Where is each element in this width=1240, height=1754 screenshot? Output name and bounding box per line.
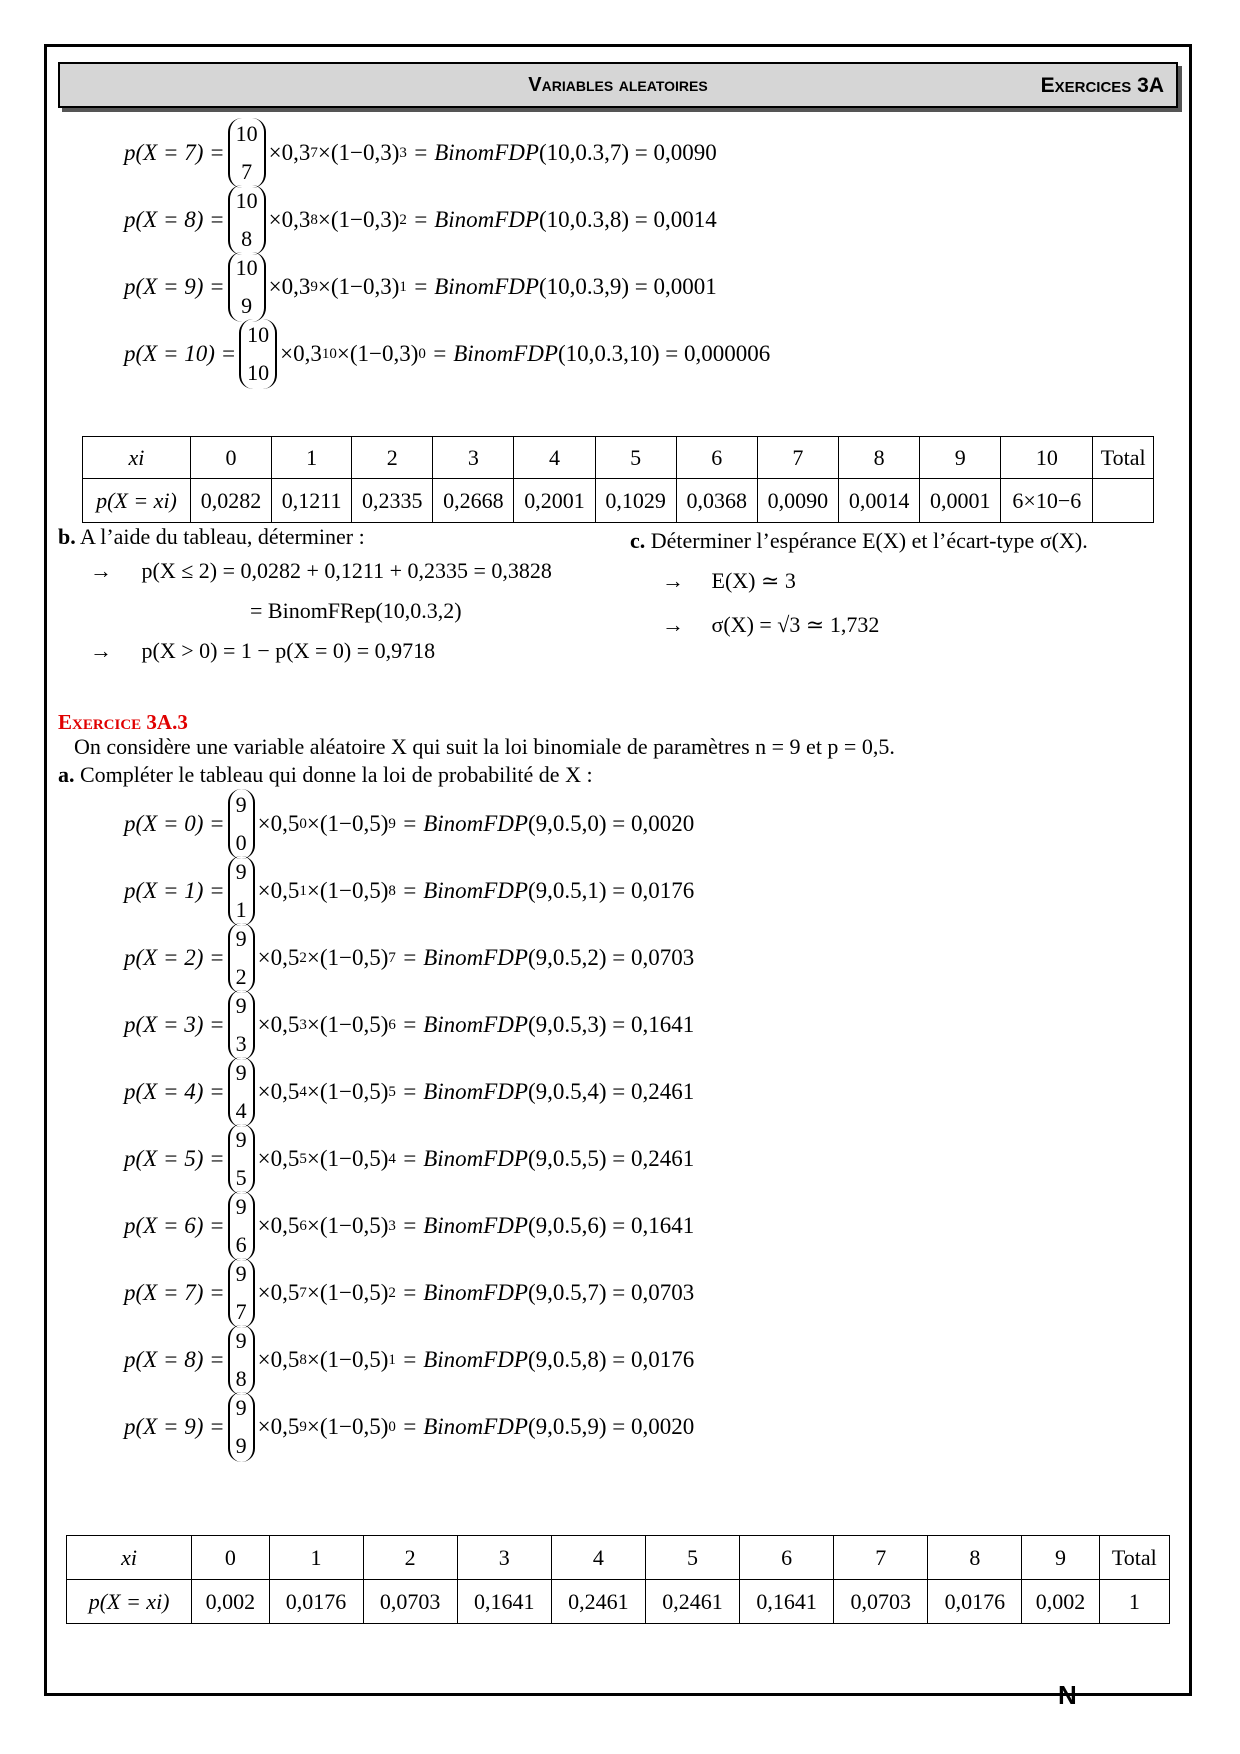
- p-header: p(X = xi): [83, 479, 191, 523]
- binom-k: 8: [241, 226, 253, 251]
- part-b-l2: = BinomFRep(10,0.3,2): [250, 598, 462, 623]
- eq-factor2: ×(1−0,3): [317, 207, 400, 232]
- eq-result: (9,0.5,8) = 0,0176: [527, 1347, 695, 1372]
- binomial-coefficient: [228, 185, 266, 255]
- arrow-icon: →: [662, 612, 684, 637]
- eq-lhs: p(X = 2) =: [124, 945, 225, 970]
- xi-cell: 7: [834, 1536, 928, 1580]
- xi-cell: Total: [1099, 1536, 1169, 1580]
- probability-equation: p(X = 2) = 9 2 ×0,5 2 ×(1−0,5) 7 = BinomFDP (9,0.5,2) = 0,0703: [124, 921, 694, 995]
- part-a-label: a.: [58, 762, 75, 787]
- eq-result: (9,0.5,3) = 0,1641: [527, 1012, 695, 1037]
- binom-n: 9: [235, 1395, 247, 1420]
- xi-cell: 4: [551, 1536, 645, 1580]
- eq-factor: ×0,3: [268, 207, 311, 232]
- eq-result: (10,0.3,10) = 0,000006: [557, 341, 771, 366]
- prob-cell: 0,2461: [645, 1580, 739, 1624]
- prob-cell: 0,0176: [928, 1580, 1022, 1624]
- binomial-coefficient: [239, 319, 277, 389]
- eq-result: (9,0.5,0) = 0,0020: [527, 811, 695, 836]
- prob-cell: 0,002: [1022, 1580, 1099, 1624]
- eq-factor2: ×(1−0,3): [317, 274, 400, 299]
- binom-n: 10: [235, 121, 258, 146]
- xi-cell: 1: [269, 1536, 363, 1580]
- part-c-label: c.: [630, 528, 646, 553]
- binom-n: 10: [235, 188, 258, 213]
- eq-lhs: p(X = 1) =: [124, 878, 225, 903]
- distribution-table-2: [66, 1535, 1170, 1624]
- binomial-coefficient: [228, 1325, 255, 1395]
- eq-factor2: ×(1−0,5): [306, 945, 389, 970]
- eq-function: = BinomFDP: [401, 1146, 528, 1171]
- eq-factor2: ×(1−0,5): [306, 1079, 389, 1104]
- eq-factor: ×0,5: [257, 811, 300, 836]
- probability-equation: p(X = 3) = 9 3 ×0,5 3 ×(1−0,5) 6 = BinomFDP (9,0.5,3) = 0,1641: [124, 988, 694, 1062]
- binom-k: 7: [241, 159, 253, 184]
- prob-cell: 0,0176: [269, 1580, 363, 1624]
- xi-cell: 5: [595, 437, 676, 479]
- binomial-coefficient: [228, 1057, 255, 1127]
- part-c-line2: [662, 612, 879, 638]
- xi-cell: 3: [433, 437, 514, 479]
- prob-cell: 0,0014: [839, 479, 920, 523]
- prob-cell: 0,1641: [740, 1580, 834, 1624]
- binom-n: 9: [235, 926, 247, 951]
- eq-factor: ×0,5: [257, 1146, 300, 1171]
- probability-equation: p(X = 6) = 9 6 ×0,5 6 ×(1−0,5) 3 = BinomFDP (9,0.5,6) = 0,1641: [124, 1189, 694, 1263]
- eq-lhs: p(X = 9) =: [124, 1414, 225, 1439]
- part-c-l1: E(X) ≃ 3: [711, 568, 796, 593]
- binomial-coefficient: [228, 1124, 255, 1194]
- binom-k: 9: [241, 293, 253, 318]
- eq-lhs: p(X = 9) =: [124, 274, 225, 299]
- eq-lhs: p(X = 10) =: [124, 341, 237, 366]
- eq-lhs: p(X = 3) =: [124, 1012, 225, 1037]
- binom-k: 1: [235, 897, 247, 922]
- part-b-line2: [250, 598, 462, 624]
- binomial-coefficient: [228, 856, 255, 926]
- eq-lhs: p(X = 8) =: [124, 207, 225, 232]
- eq-function: = BinomFDP: [401, 1280, 528, 1305]
- page-header: [58, 62, 1178, 108]
- xi-cell: 6: [676, 437, 757, 479]
- xi-cell: 7: [757, 437, 838, 479]
- binom-k: 4: [235, 1098, 247, 1123]
- binomial-coefficient: [228, 118, 266, 188]
- part-c-line1: [662, 568, 796, 594]
- eq-factor2: ×(1−0,5): [306, 1012, 389, 1037]
- eq-factor2: ×(1−0,3): [317, 140, 400, 165]
- eq-factor2: ×(1−0,5): [306, 1146, 389, 1171]
- prob-cell: 0,2461: [551, 1580, 645, 1624]
- prob-cell: 0,2001: [514, 479, 595, 523]
- probability-equation: p(X = 9) = 9 9 ×0,5 9 ×(1−0,5) 0 = BinomFDP (9,0.5,9) = 0,0020: [124, 1390, 694, 1464]
- xi-cell: 9: [1022, 1536, 1099, 1580]
- eq-factor2: ×(1−0,5): [306, 878, 389, 903]
- footer-mark: N: [1058, 1680, 1077, 1710]
- binomial-coefficient: [228, 1392, 255, 1462]
- xi-cell: 1: [272, 437, 352, 479]
- part-b-line3: [90, 638, 435, 664]
- probability-equation: p(X = 8) = 10 8 ×0,3 8 ×(1−0,3) 2 = BinomFDP (10,0.3,8) = 0,0014: [124, 183, 717, 257]
- eq-function: = BinomFDP: [401, 1012, 528, 1037]
- binom-n: 10: [235, 255, 258, 280]
- prob-cell: 6×10−6: [1001, 479, 1093, 523]
- xi-cell: 8: [839, 437, 920, 479]
- binom-k: 0: [235, 830, 247, 855]
- arrow-icon: →: [90, 638, 112, 663]
- xi-cell: 6: [740, 1536, 834, 1580]
- exercise-intro: On considère une variable aléatoire X qui suit la loi binomiale de paramètres n = 9 et p = 0,5.: [74, 734, 895, 759]
- eq-result: (9,0.5,5) = 0,2461: [527, 1146, 695, 1171]
- xi-cell: 8: [928, 1536, 1022, 1580]
- prob-cell: 0,0282: [190, 479, 271, 523]
- prob-cell: 0,0703: [363, 1580, 457, 1624]
- eq-function: = BinomFDP: [412, 207, 539, 232]
- header-section: Exercices 3A: [1040, 74, 1164, 97]
- xi-cell: 5: [645, 1536, 739, 1580]
- distribution-table-1: [82, 436, 1154, 523]
- prob-cell: 0,0703: [834, 1580, 928, 1624]
- eq-function: = BinomFDP: [431, 341, 558, 366]
- binom-n: 10: [247, 322, 270, 347]
- binomial-coefficient: [228, 990, 255, 1060]
- eq-result: (9,0.5,1) = 0,0176: [527, 878, 695, 903]
- eq-result: (9,0.5,2) = 0,0703: [527, 945, 695, 970]
- eq-function: = BinomFDP: [401, 1079, 528, 1104]
- eq-result: (9,0.5,9) = 0,0020: [527, 1414, 695, 1439]
- binomial-coefficient: [228, 1258, 255, 1328]
- prob-cell: 0,1029: [595, 479, 676, 523]
- eq-factor2: ×(1−0,5): [306, 811, 389, 836]
- eq-factor: ×0,5: [257, 1012, 300, 1037]
- eq-function: = BinomFDP: [401, 1213, 528, 1238]
- eq-result: (9,0.5,6) = 0,1641: [527, 1213, 695, 1238]
- prob-cell: 0,1211: [272, 479, 352, 523]
- part-b-text: A l’aide du tableau, déterminer :: [80, 524, 365, 549]
- xi-cell: 3: [457, 1536, 551, 1580]
- eq-factor: ×0,3: [268, 140, 311, 165]
- eq-lhs: p(X = 4) =: [124, 1079, 225, 1104]
- binom-n: 9: [235, 792, 247, 817]
- xi-cell: Total: [1093, 437, 1154, 479]
- binom-k: 3: [235, 1031, 247, 1056]
- eq-function: = BinomFDP: [401, 811, 528, 836]
- binomial-coefficient: [228, 789, 255, 859]
- probability-equation: p(X = 4) = 9 4 ×0,5 4 ×(1−0,5) 5 = BinomFDP (9,0.5,4) = 0,2461: [124, 1055, 694, 1129]
- binom-k: 9: [235, 1433, 247, 1458]
- prob-cell: 0,1641: [457, 1580, 551, 1624]
- probability-equation: p(X = 0) = 9 0 ×0,5 0 ×(1−0,5) 9 = BinomFDP (9,0.5,0) = 0,0020: [124, 787, 694, 861]
- part-c-question: [630, 528, 1088, 554]
- eq-factor: ×0,5: [257, 945, 300, 970]
- prob-cell: 0,0090: [757, 479, 838, 523]
- part-a-question: [58, 762, 593, 788]
- eq-result: (10,0.3,8) = 0,0014: [538, 207, 717, 232]
- eq-lhs: p(X = 8) =: [124, 1347, 225, 1372]
- eq-factor: ×0,3: [280, 341, 322, 366]
- arrow-icon: →: [662, 568, 684, 593]
- part-a-text: Compléter le tableau qui donne la loi de probabilité de X :: [80, 762, 593, 787]
- eq-lhs: p(X = 5) =: [124, 1146, 225, 1171]
- xi-header: xi: [67, 1536, 192, 1580]
- part-c-l2: σ(X) = √3 ≃ 1,732: [711, 612, 880, 637]
- eq-function: = BinomFDP: [401, 878, 528, 903]
- probability-equation: p(X = 9) = 10 9 ×0,3 9 ×(1−0,3) 1 = BinomFDP (10,0.3,9) = 0,0001: [124, 250, 717, 324]
- prob-cell: 0,002: [192, 1580, 269, 1624]
- eq-function: = BinomFDP: [412, 140, 539, 165]
- xi-header: xi: [83, 437, 191, 479]
- header-title: Variables aleatoires: [528, 74, 708, 96]
- eq-factor: ×0,5: [257, 1347, 300, 1372]
- probability-equation: p(X = 8) = 9 8 ×0,5 8 ×(1−0,5) 1 = BinomFDP (9,0.5,8) = 0,0176: [124, 1323, 694, 1397]
- part-b-l1: p(X ≤ 2) = 0,0282 + 0,1211 + 0,2335 = 0,3828: [141, 558, 552, 583]
- prob-cell: 0,0001: [920, 479, 1001, 523]
- binom-k: 8: [235, 1366, 247, 1391]
- eq-factor: ×0,5: [257, 878, 300, 903]
- eq-factor2: ×(1−0,5): [306, 1414, 389, 1439]
- xi-cell: 2: [363, 1536, 457, 1580]
- part-b-label: b.: [58, 524, 76, 549]
- prob-cell: 0,2668: [433, 479, 514, 523]
- probability-equation: p(X = 10) = 10 10 ×0,3 10 ×(1−0,3) 0 = BinomFDP (10,0.3,10) = 0,000006: [124, 317, 770, 391]
- eq-factor2: ×(1−0,5): [306, 1347, 389, 1372]
- eq-factor: ×0,5: [257, 1213, 300, 1238]
- xi-cell: 9: [920, 437, 1001, 479]
- eq-lhs: p(X = 7) =: [124, 1280, 225, 1305]
- eq-lhs: p(X = 6) =: [124, 1213, 225, 1238]
- arrow-icon: →: [90, 558, 112, 583]
- part-c-text: Déterminer l’espérance E(X) et l’écart-type σ(X).: [650, 528, 1088, 553]
- eq-function: = BinomFDP: [401, 1414, 528, 1439]
- part-b-l3: p(X > 0) = 1 − p(X = 0) = 0,9718: [141, 638, 436, 663]
- eq-factor2: ×(1−0,5): [306, 1280, 389, 1305]
- eq-factor: ×0,3: [268, 274, 311, 299]
- prob-cell: 0,0368: [676, 479, 757, 523]
- binomial-coefficient: [228, 252, 266, 322]
- binom-n: 9: [235, 1261, 247, 1286]
- binom-k: 10: [247, 360, 270, 385]
- binom-n: 9: [235, 1060, 247, 1085]
- binom-k: 6: [235, 1232, 247, 1257]
- exercise-title: Exercice 3A.3: [58, 710, 188, 734]
- binom-k: 5: [235, 1165, 247, 1190]
- eq-result: (10,0.3,7) = 0,0090: [538, 140, 717, 165]
- eq-function: = BinomFDP: [401, 945, 528, 970]
- binom-n: 9: [235, 1127, 247, 1152]
- binom-k: 7: [235, 1299, 247, 1324]
- part-b-question: [58, 524, 365, 550]
- prob-cell: 1: [1099, 1580, 1169, 1624]
- eq-lhs: p(X = 7) =: [124, 140, 225, 165]
- eq-lhs: p(X = 0) =: [124, 811, 225, 836]
- prob-cell: 0,2335: [352, 479, 433, 523]
- binom-k: 2: [235, 964, 247, 989]
- eq-factor2: ×(1−0,3): [336, 341, 419, 366]
- eq-result: (9,0.5,4) = 0,2461: [527, 1079, 695, 1104]
- probability-equation: p(X = 1) = 9 1 ×0,5 1 ×(1−0,5) 8 = BinomFDP (9,0.5,1) = 0,0176: [124, 854, 694, 928]
- binomial-coefficient: [228, 923, 255, 993]
- binom-n: 9: [235, 859, 247, 884]
- binomial-coefficient: [228, 1191, 255, 1261]
- binom-n: 9: [235, 1194, 247, 1219]
- eq-result: (10,0.3,9) = 0,0001: [538, 274, 717, 299]
- eq-result: (9,0.5,7) = 0,0703: [527, 1280, 695, 1305]
- xi-cell: 0: [190, 437, 271, 479]
- eq-factor: ×0,5: [257, 1280, 300, 1305]
- probability-equation: p(X = 7) = 9 7 ×0,5 7 ×(1−0,5) 2 = BinomFDP (9,0.5,7) = 0,0703: [124, 1256, 694, 1330]
- probability-equation: p(X = 7) = 10 7 ×0,3 7 ×(1−0,3) 3 = BinomFDP (10,0.3,7) = 0,0090: [124, 116, 717, 190]
- xi-cell: 0: [192, 1536, 269, 1580]
- xi-cell: 4: [514, 437, 595, 479]
- eq-function: = BinomFDP: [401, 1347, 528, 1372]
- binom-n: 9: [235, 993, 247, 1018]
- xi-cell: 2: [352, 437, 433, 479]
- part-b-line1: [90, 558, 552, 584]
- eq-function: = BinomFDP: [412, 274, 539, 299]
- eq-factor: ×0,5: [257, 1079, 300, 1104]
- p-header: p(X = xi): [67, 1580, 192, 1624]
- probability-equation: p(X = 5) = 9 5 ×0,5 5 ×(1−0,5) 4 = BinomFDP (9,0.5,5) = 0,2461: [124, 1122, 694, 1196]
- eq-factor: ×0,5: [257, 1414, 300, 1439]
- eq-factor2: ×(1−0,5): [306, 1213, 389, 1238]
- binom-n: 9: [235, 1328, 247, 1353]
- prob-cell: [1093, 479, 1154, 523]
- xi-cell: 10: [1001, 437, 1093, 479]
